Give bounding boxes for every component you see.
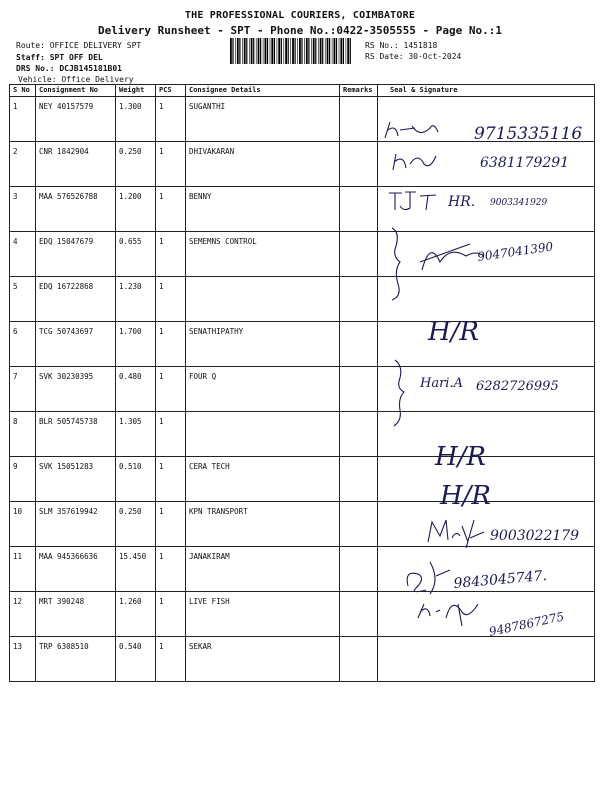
row-remarks <box>340 412 378 457</box>
row-sno: 3 <box>10 187 36 232</box>
row-remarks <box>340 277 378 322</box>
row-sno: 9 <box>10 457 36 502</box>
row-sno: 6 <box>10 322 36 367</box>
row-weight: 1.200 <box>116 187 156 232</box>
staff-line <box>16 52 103 63</box>
row-sno: 11 <box>10 547 36 592</box>
row-consignment: MAA 945366636 <box>36 547 116 592</box>
row-consignment: TRP 6308510 <box>36 637 116 682</box>
row-pcs: 1 <box>156 232 186 277</box>
row-consignment: SLM 357619942 <box>36 502 116 547</box>
runsheet-table <box>9 84 595 682</box>
signature-hr-6: H/R <box>428 317 480 347</box>
row-consignee: LIVE FISH <box>186 592 340 637</box>
rs-no-value: 1451818 <box>403 41 438 50</box>
table-row <box>10 322 595 367</box>
table-row <box>10 592 595 637</box>
row-consignee: FOUR Q <box>186 367 340 412</box>
rs-date-label: RS Date: <box>365 52 404 61</box>
signature-name-7-8: Hari.A <box>420 376 463 391</box>
runsheet-subtitle: Delivery Runsheet - SPT - Phone No.:0422-3505555 - Page No.:1 <box>98 24 502 37</box>
row-sno: 12 <box>10 592 36 637</box>
table-row <box>10 457 595 502</box>
row-remarks <box>340 367 378 412</box>
table-row <box>10 142 595 187</box>
row-remarks <box>340 592 378 637</box>
col-consignment: Consignment No <box>36 85 116 97</box>
signature-phone-3: 9003341929 <box>490 198 548 208</box>
row-pcs: 1 <box>156 142 186 187</box>
row-remarks <box>340 322 378 367</box>
row-weight: 0.655 <box>116 232 156 277</box>
signature-phone-1: 9715335116 <box>474 124 583 144</box>
row-sno: 2 <box>10 142 36 187</box>
rs-no-label: RS No.: <box>365 41 399 50</box>
signature-phone-2: 6381179291 <box>480 155 570 171</box>
row-signature-cell <box>378 637 595 682</box>
row-sno: 4 <box>10 232 36 277</box>
signature-hr-10: H/R <box>440 481 492 511</box>
row-pcs: 1 <box>156 412 186 457</box>
row-pcs: 1 <box>156 367 186 412</box>
row-pcs: 1 <box>156 502 186 547</box>
rs-date-line <box>365 51 461 62</box>
row-signature-cell <box>378 502 595 547</box>
row-signature-cell <box>378 97 595 142</box>
row-consignee <box>186 412 340 457</box>
row-weight: 0.250 <box>116 502 156 547</box>
row-pcs: 1 <box>156 457 186 502</box>
row-weight: 0.250 <box>116 142 156 187</box>
col-pcs: PCS <box>156 85 186 97</box>
table-row <box>10 412 595 457</box>
row-sno: 7 <box>10 367 36 412</box>
row-remarks <box>340 637 378 682</box>
staff-value: SPT OFF DEL <box>49 53 103 62</box>
row-consignment: SVK 30230395 <box>36 367 116 412</box>
row-consignment: TCG 50743697 <box>36 322 116 367</box>
row-weight: 1.260 <box>116 592 156 637</box>
row-consignee: SEKAR <box>186 637 340 682</box>
col-remarks: Remarks <box>340 85 378 97</box>
signature-phone-12: 9843045747. <box>452 567 548 592</box>
signature-hr-3: HR. <box>448 194 476 210</box>
row-consignee: JANAKIRAM <box>186 547 340 592</box>
row-remarks <box>340 97 378 142</box>
row-consignee: SUGANTHI <box>186 97 340 142</box>
row-signature-cell <box>378 277 595 322</box>
drs-label: DRS No.: <box>16 64 55 73</box>
row-weight: 0.510 <box>116 457 156 502</box>
row-remarks <box>340 142 378 187</box>
signature-hr-9: H/R <box>435 442 487 472</box>
row-consignee: DHIVAKARAN <box>186 142 340 187</box>
row-pcs: 1 <box>156 592 186 637</box>
row-consignment: SVK 15051283 <box>36 457 116 502</box>
row-signature-cell <box>378 232 595 277</box>
route-line <box>16 40 141 51</box>
row-consignee: CERA TECH <box>186 457 340 502</box>
row-consignment: CNR 1842904 <box>36 142 116 187</box>
row-pcs: 1 <box>156 277 186 322</box>
row-consignee: KPN TRANSPORT <box>186 502 340 547</box>
row-signature-cell <box>378 457 595 502</box>
route-value: OFFICE DELIVERY SPT <box>49 41 142 50</box>
row-weight: 1.230 <box>116 277 156 322</box>
staff-label: Staff: <box>16 53 45 62</box>
row-remarks <box>340 232 378 277</box>
row-consignee: SEMEMNS CONTROL <box>186 232 340 277</box>
row-weight: 0.540 <box>116 637 156 682</box>
table-row <box>10 547 595 592</box>
signature-phone-11: 9003022179 <box>490 528 580 544</box>
row-remarks <box>340 457 378 502</box>
row-consignee <box>186 277 340 322</box>
route-label: Route: <box>16 41 45 50</box>
row-consignment: MRT 390248 <box>36 592 116 637</box>
vehicle-label: Vehicle: <box>18 75 57 84</box>
row-sno: 1 <box>10 97 36 142</box>
row-sno: 8 <box>10 412 36 457</box>
row-weight: 1.700 <box>116 322 156 367</box>
col-sno: S No <box>10 85 36 97</box>
row-consignment: NEY 40157579 <box>36 97 116 142</box>
row-weight: 1.300 <box>116 97 156 142</box>
row-pcs: 1 <box>156 97 186 142</box>
rs-no-line <box>365 40 437 51</box>
signature-phone-13: 9487867275 <box>487 609 566 639</box>
drs-line <box>16 63 122 74</box>
row-pcs: 1 <box>156 187 186 232</box>
col-consignee: Consignee Details <box>186 85 340 97</box>
row-pcs: 1 <box>156 547 186 592</box>
row-consignment: MAA 576526788 <box>36 187 116 232</box>
table-row <box>10 277 595 322</box>
row-signature-cell <box>378 412 595 457</box>
signature-phone-4-5: 9047041390 <box>476 239 555 264</box>
row-consignee: BENNY <box>186 187 340 232</box>
row-signature-cell <box>378 322 595 367</box>
row-weight: 1.305 <box>116 412 156 457</box>
company-title: THE PROFESSIONAL COURIERS, COIMBATORE <box>184 10 416 21</box>
table-header-row <box>10 85 595 97</box>
row-signature-cell <box>378 367 595 412</box>
row-sno: 10 <box>10 502 36 547</box>
row-consignee: SENATHIPATHY <box>186 322 340 367</box>
row-signature-cell <box>378 142 595 187</box>
row-signature-cell <box>378 187 595 232</box>
drs-value: DCJB145181B01 <box>59 64 122 73</box>
row-remarks <box>340 547 378 592</box>
rs-date-value: 30-Oct-2024 <box>408 52 462 61</box>
col-seal-signature: Seal & Signature <box>378 85 595 97</box>
table-row <box>10 97 595 142</box>
table-row <box>10 187 595 232</box>
row-remarks <box>340 187 378 232</box>
col-weight: Weight <box>116 85 156 97</box>
row-pcs: 1 <box>156 637 186 682</box>
row-consignment: EDQ 15047679 <box>36 232 116 277</box>
row-pcs: 1 <box>156 322 186 367</box>
row-signature-cell <box>378 547 595 592</box>
row-weight: 15.450 <box>116 547 156 592</box>
signature-phone-7-8: 6282726995 <box>476 379 559 394</box>
vehicle-value: Office Delivery <box>61 75 134 84</box>
row-remarks <box>340 502 378 547</box>
row-weight: 0.480 <box>116 367 156 412</box>
barcode-image <box>230 38 352 64</box>
table-row <box>10 232 595 277</box>
row-consignment: BLR 505745738 <box>36 412 116 457</box>
row-signature-cell <box>378 592 595 637</box>
row-sno: 5 <box>10 277 36 322</box>
table-row <box>10 367 595 412</box>
table-row <box>10 502 595 547</box>
table-row <box>10 637 595 682</box>
row-sno: 13 <box>10 637 36 682</box>
row-consignment: EDQ 16722868 <box>36 277 116 322</box>
